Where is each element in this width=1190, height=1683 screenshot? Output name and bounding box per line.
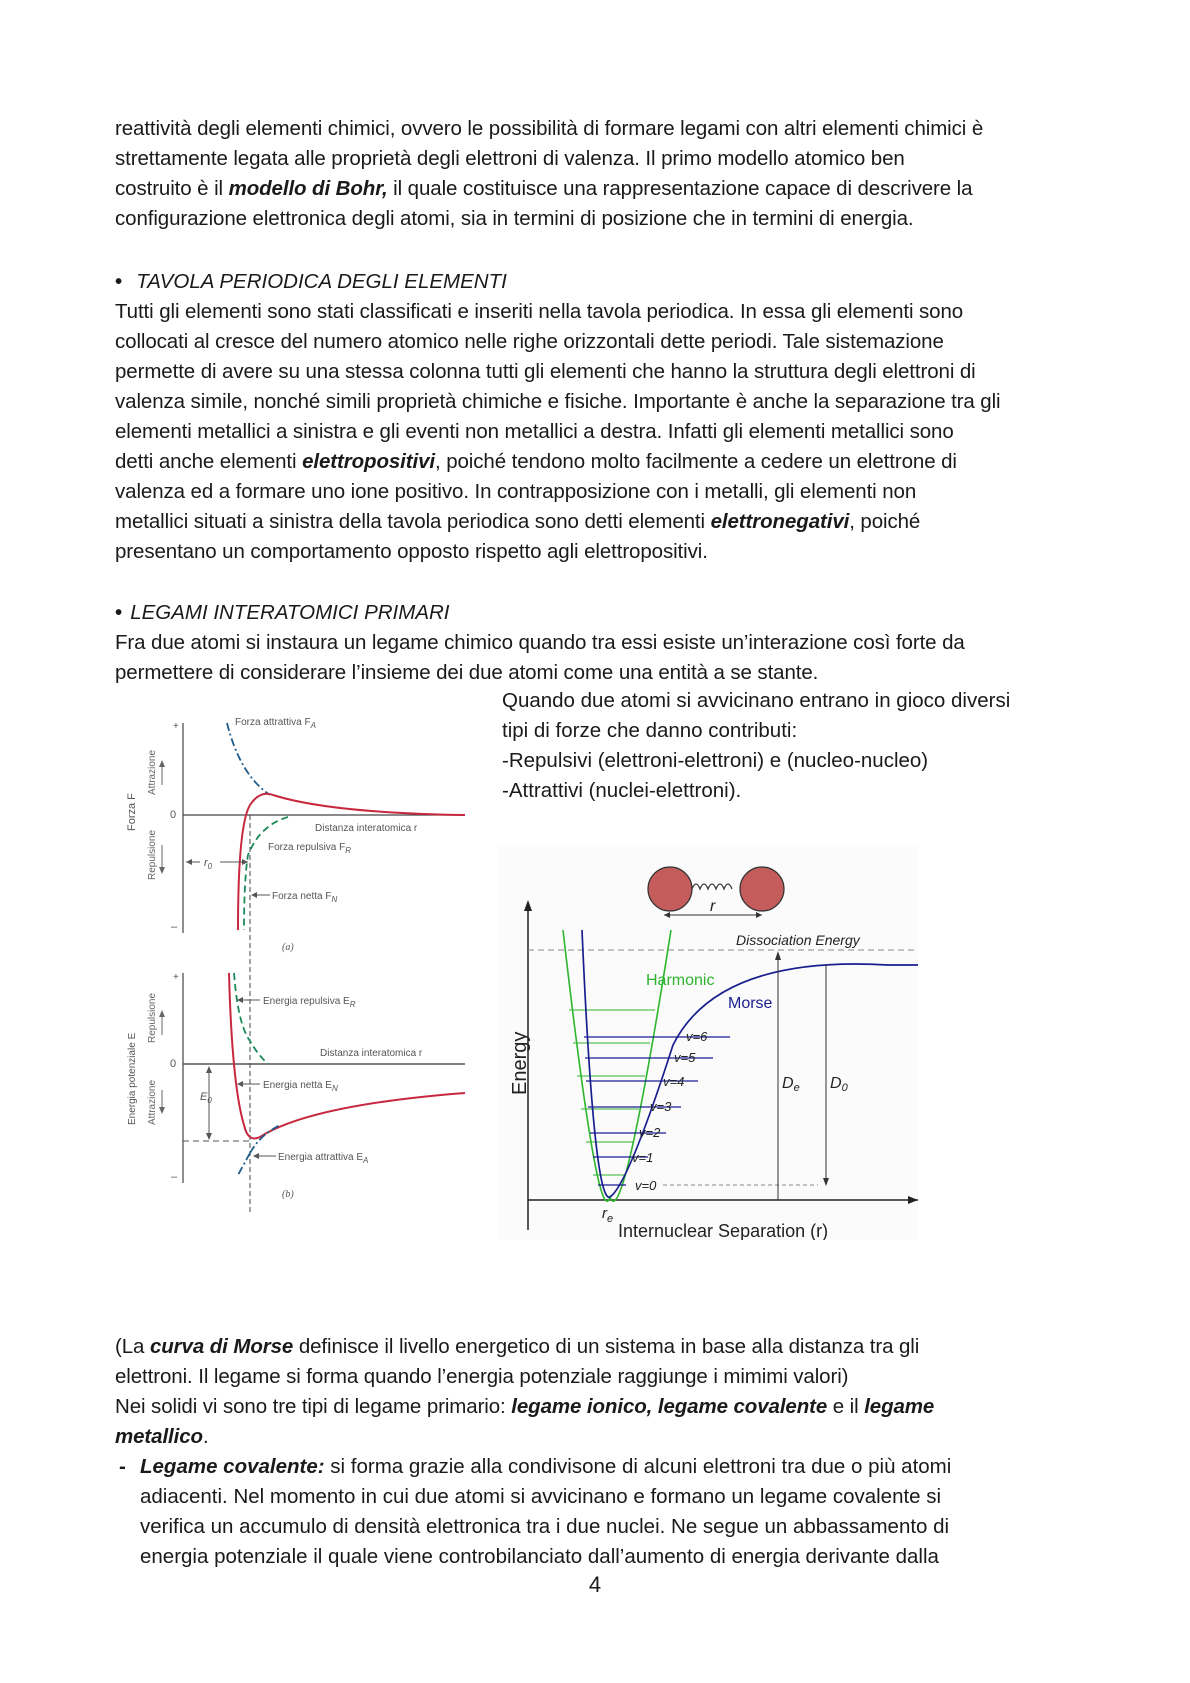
section-heading-tavola: • TAVOLA PERIODICA DEGLI ELEMENTI xyxy=(115,270,507,293)
emphasis-curva-morse: curva di Morse xyxy=(149,1335,294,1358)
svg-text:Forza attrattiva FA: Forza attrattiva $F_A$ xyxy=(235,717,316,730)
force-energy-diagram xyxy=(110,705,470,1215)
svg-text:Energia repulsiva ER: Energia repulsiva $E_R$ xyxy=(263,996,356,1009)
svg-text:re: $r_e$ xyxy=(602,1205,614,1225)
svg-text:r0: $r_0$ xyxy=(204,857,213,871)
dash-bullet-icon: - xyxy=(119,1455,126,1478)
morse-potential-chart xyxy=(498,845,918,1240)
force-energy-figure xyxy=(110,705,470,1215)
svg-text:0: 0 xyxy=(170,1058,177,1070)
text-line: tipi di forze che danno contributi: xyxy=(502,719,798,742)
svg-text:–: – xyxy=(171,921,178,933)
svg-text:Distanza interatomica r: Distanza interatomica r xyxy=(320,1048,423,1059)
text-line: presentano un comportamento opposto rispetto agli elettropositivi. xyxy=(115,540,708,563)
svg-text:0: 0 xyxy=(170,809,177,821)
svg-text:v=5: v=5 xyxy=(674,1050,696,1065)
text-line: valenza simile, nonché simili proprietà chimiche e fisiche. Importante è anche la separazione tra gli xyxy=(115,390,1001,413)
svg-text:Energia potenziale E: Energia potenziale E xyxy=(127,1032,138,1125)
text-line: elettroni. Il legame si forma quando l’energia potenziale raggiunge i mimimi valori) xyxy=(115,1365,849,1388)
text-line: -Attrattivi (nuclei-elettroni). xyxy=(502,779,742,802)
text-line: Nei solidi vi sono tre tipi di legame primario: legame ionico, legame covalente e il legame xyxy=(115,1395,935,1418)
text-line: valenza ed a formare uno ione positivo. In contrapposizione con i metalli, gli elementi non xyxy=(115,480,917,503)
text-line: reattività degli elementi chimici, ovvero le possibilità di formare legami con altri elementi chimici è xyxy=(115,117,984,140)
text-line: verifica un accumulo di densità elettronica tra i due nuclei. Ne segue un abbassamento di xyxy=(140,1515,950,1538)
text-line: -Repulsivi (elettroni-elettroni) e (nucleo-nucleo) xyxy=(502,749,929,772)
svg-text:Attrazione: Attrazione xyxy=(147,749,158,795)
svg-text:Distanza interatomica r: Distanza interatomica r xyxy=(315,823,418,834)
svg-text:Energia netta EN: Energia netta $E_N$ xyxy=(263,1080,338,1093)
emphasis-bohr: modello di Bohr, xyxy=(228,177,388,200)
svg-text:v=6: v=6 xyxy=(686,1029,708,1044)
morse-potential-figure xyxy=(498,845,918,1240)
atom-left xyxy=(648,867,692,911)
text-line: metallico. xyxy=(115,1425,209,1448)
svg-text:Morse: Morse xyxy=(728,995,773,1012)
svg-text:Energy: Energy xyxy=(509,1031,531,1095)
text-line: permettere di considerare l’insieme dei due atomi come una entità a se stante. xyxy=(115,661,819,684)
text-line: configurazione elettronica degli atomi, sia in termini di posizione che in termini di energia. xyxy=(115,207,914,230)
svg-text:+: + xyxy=(173,972,179,983)
svg-text:Forza netta FN: Forza netta $F_N$ xyxy=(272,891,338,904)
svg-text:Forza F: Forza F xyxy=(126,793,138,831)
text-line: Tutti gli elementi sono stati classificati e inseriti nella tavola periodica. In essa gli elementi sono xyxy=(115,300,964,323)
text-line: permette di avere su una stessa colonna tutti gli elementi che hanno la struttura degli elettroni di xyxy=(115,360,976,383)
text-line: Quando due atomi si avvicinano entrano in gioco diversi xyxy=(502,689,1011,712)
text-line: metallici situati a sinistra della tavola periodica sono detti elementi elettronegativi, poiché xyxy=(115,510,921,533)
page-number: 4 xyxy=(588,1572,602,1597)
section-legami-paragraph xyxy=(115,628,1095,688)
svg-text:Repulsione: Repulsione xyxy=(147,992,158,1043)
svg-text:r: r xyxy=(710,898,716,915)
section-tavola-paragraph xyxy=(115,297,1095,567)
emphasis-elettropositivi: elettropositivi xyxy=(302,450,435,473)
svg-text:De: De xyxy=(782,1075,800,1094)
text-line: strettamente legata alle proprietà degli elettroni di valenza. Il primo modello atomico ben xyxy=(115,147,905,170)
svg-text:(a): (a) xyxy=(282,942,294,953)
text-line: collocati al cresce del numero atomico nelle righe orizzontali dette periodi. Tale sistemazione xyxy=(115,330,944,353)
forces-side-text xyxy=(502,686,1062,806)
bullet-icon: • xyxy=(115,601,123,624)
svg-text:v=3: v=3 xyxy=(650,1099,672,1114)
text-line: elementi metallici a sinistra e gli eventi non metallici a destra. Infatti gli elementi metallici sono xyxy=(115,420,954,443)
text-line: detti anche elementi elettropositivi, poiché tendono molto facilmente a cedere un elettrone di xyxy=(115,450,957,473)
text-line: Legame covalente: si forma grazie alla condivisone di alcuni elettroni tra due o più atomi xyxy=(140,1455,952,1478)
bullet-icon: • xyxy=(115,270,123,293)
svg-text:Harmonic: Harmonic xyxy=(646,972,715,989)
intro-paragraph xyxy=(115,114,1095,234)
svg-text:–: – xyxy=(171,1171,178,1183)
svg-text:v=2: v=2 xyxy=(639,1125,661,1140)
text-line: energia potenziale il quale viene controbilanciato dall’aumento di energia derivante dalla xyxy=(140,1545,939,1568)
list-item-legame-covalente xyxy=(115,1452,1095,1572)
svg-text:Energia attrattiva EA: Energia attrattiva $E_A$ xyxy=(278,1152,369,1165)
atom-right xyxy=(740,867,784,911)
svg-text:v=0: v=0 xyxy=(635,1178,657,1193)
svg-text:v=4: v=4 xyxy=(663,1074,685,1089)
svg-text:Dissociation Energy: Dissociation Energy xyxy=(736,932,860,948)
svg-text:E0: $E_0$ xyxy=(200,1091,212,1105)
section-heading-legami: • LEGAMI INTERATOMICI PRIMARI xyxy=(115,601,450,624)
svg-text:Forza repulsiva FR: Forza repulsiva $F_R$ xyxy=(268,842,352,855)
text-line: (La curva di Morse definisce il livello energetico di un sistema in base alla distanza tra gli xyxy=(115,1335,920,1358)
emphasis-elettronegativi: elettronegativi xyxy=(710,510,850,533)
text-line: Fra due atomi si instaura un legame chimico quando tra essi esiste un’interazione così forte da xyxy=(115,631,965,654)
svg-text:(b): (b) xyxy=(282,1189,294,1200)
svg-text:Attrazione: Attrazione xyxy=(147,1079,158,1125)
morse-note-paragraph xyxy=(115,1332,1095,1452)
emphasis-legami: legame ionico, legame covalente xyxy=(511,1395,828,1418)
svg-text:D0: D0 xyxy=(830,1075,848,1094)
text-line: adiacenti. Nel momento in cui due atomi si avvicinano e formano un legame covalente si xyxy=(140,1485,942,1508)
svg-text:+: + xyxy=(173,721,179,732)
svg-text:Internuclear Separation (r): Internuclear Separation (r) xyxy=(618,1221,829,1240)
svg-text:v=1: v=1 xyxy=(632,1150,654,1165)
text-line: costruito è il modello di Bohr, il quale costituisce una rappresentazione capace di descrivere la xyxy=(115,177,973,200)
svg-text:Repulsione: Repulsione xyxy=(147,829,158,880)
